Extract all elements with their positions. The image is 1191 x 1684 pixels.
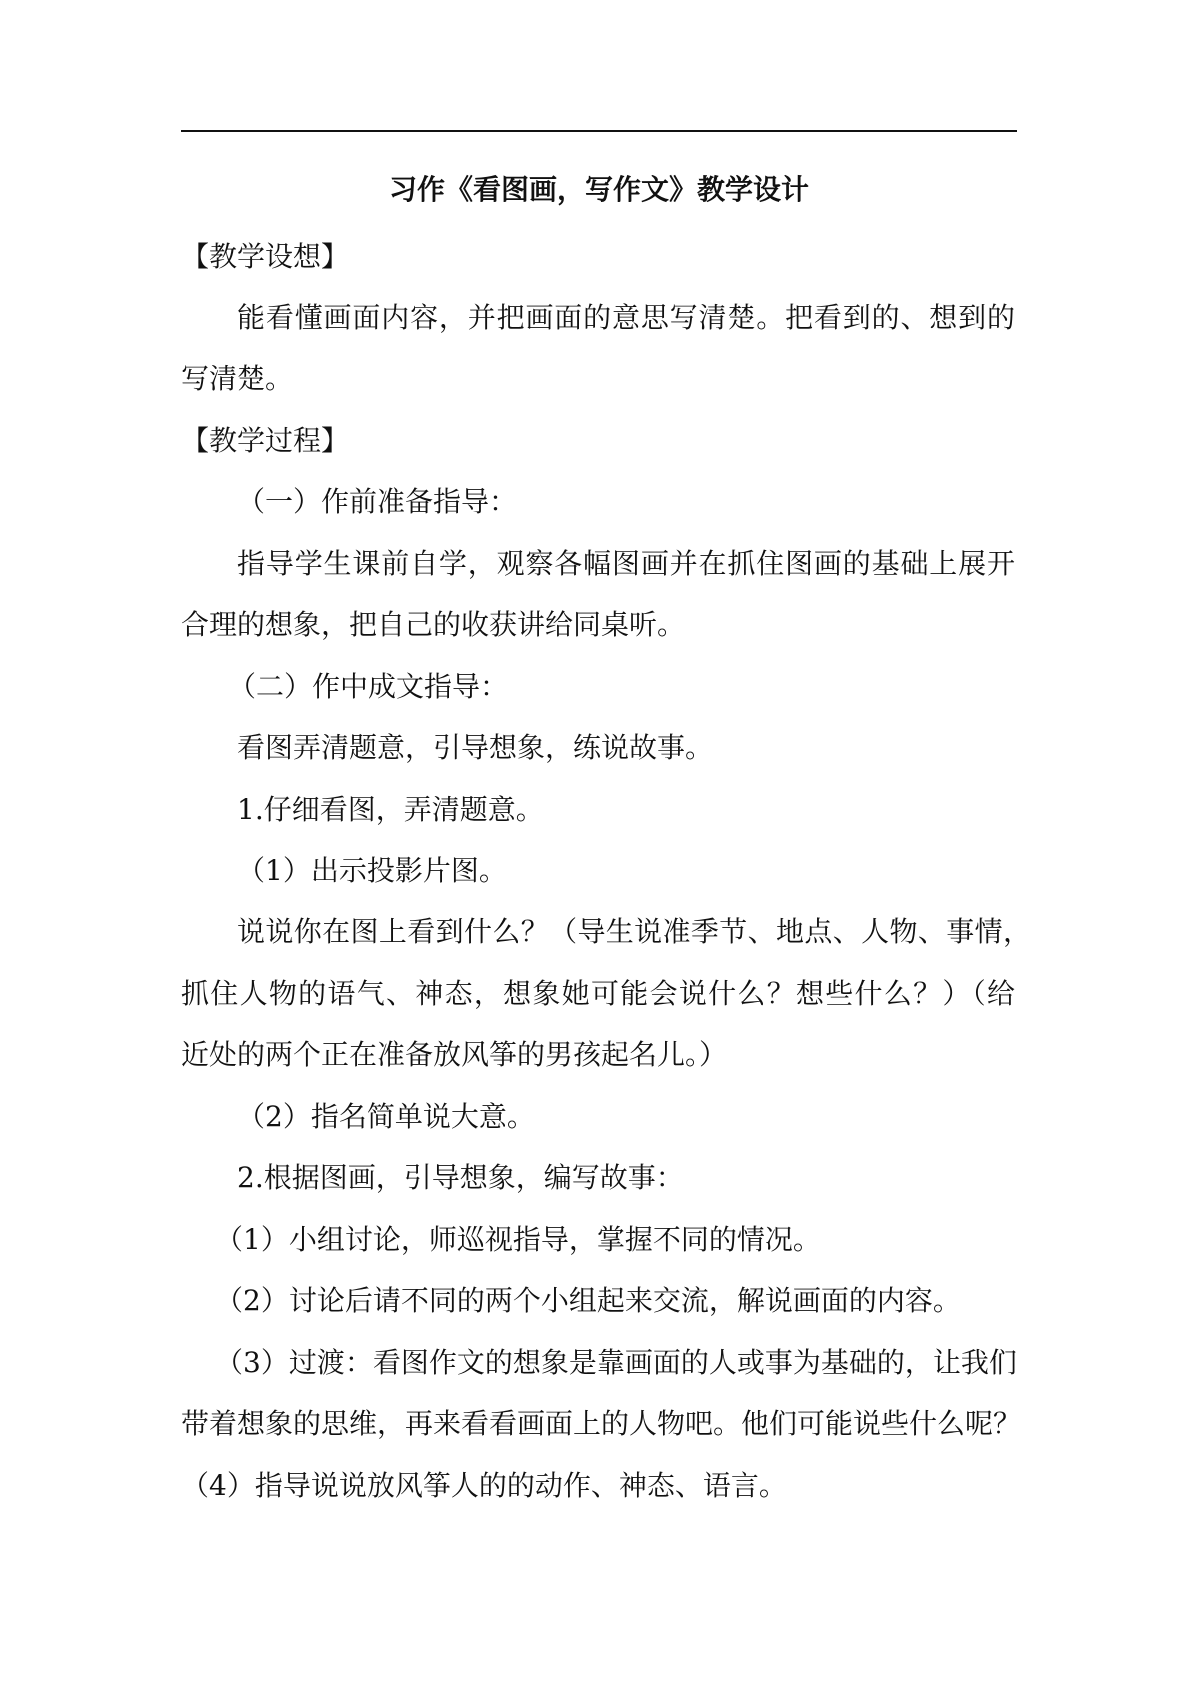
paragraph-line: 看图弄清题意，引导想象，练说故事。: [237, 731, 714, 764]
paragraph-line: 说说你在图上看到什么？（导生说准季节、地点、人物、事情，: [237, 915, 1031, 948]
paragraph-line: 带着想象的思维，再来看看画面上的人物吧。他们可能说些什么呢？: [181, 1407, 1022, 1440]
list-item-1-1: （1）出示投影片图。: [237, 854, 507, 887]
paragraph-line: 能看懂画面内容，并把画面的意思写清楚。把看到的、想到的: [237, 301, 1015, 334]
list-item-2: 2.根据图画，引导想象，编写故事：: [237, 1161, 684, 1194]
subheading-in-writing: （二）作中成文指导：: [228, 670, 509, 703]
list-item-1: 1.仔细看图，弄清题意。: [237, 793, 544, 826]
subheading-pre-writing: （一）作前准备指导：: [237, 485, 518, 518]
paragraph-line: 近处的两个正在准备放风筝的男孩起名儿。）: [181, 1038, 728, 1071]
paragraph-line: 写清楚。: [181, 362, 294, 395]
list-item-2-4: （4）指导说说放风筝人的的动作、神态、语言。: [181, 1469, 787, 1502]
section-heading-process: 【教学过程】: [181, 424, 350, 457]
list-item-1-2: （2）指名简单说大意。: [237, 1100, 535, 1133]
paragraph-line: 指导学生课前自学，观察各幅图画并在抓住图画的基础上展开: [237, 547, 1015, 580]
list-item-2-1: （1）小组讨论，师巡视指导，掌握不同的情况。: [215, 1223, 821, 1256]
section-heading-design-idea: 【教学设想】: [181, 240, 350, 273]
paragraph-line: 合理的想象，把自己的收获讲给同桌听。: [181, 608, 686, 641]
page-title: 习作《看图画，写作文》教学设计: [388, 173, 809, 206]
list-item-2-2: （2）讨论后请不同的两个小组起来交流，解说画面的内容。: [215, 1284, 961, 1317]
list-item-2-3: （3）过渡：看图作文的想象是靠画面的人或事为基础的，让我们: [215, 1346, 1017, 1379]
paragraph-line: 抓住人物的语气、神态，想象她可能会说什么？想些什么？）（给: [181, 977, 1015, 1010]
header-rule: [181, 130, 1017, 132]
